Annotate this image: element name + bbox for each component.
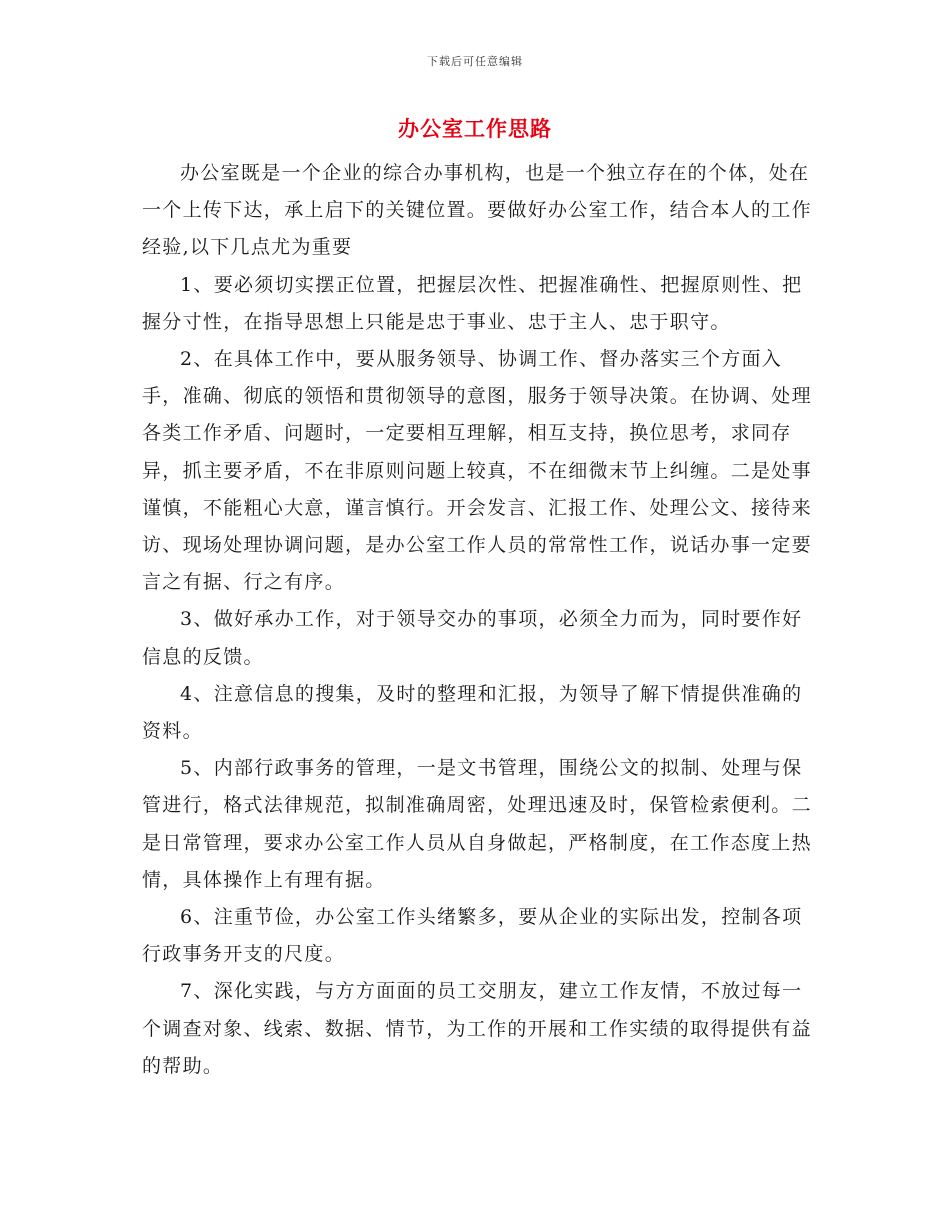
paragraph-item-7: 7、深化实践，与方方面面的员工交朋友，建立工作友情，不放过每一个调查对象、线索、数据、情节，为工作的开展和工作实绩的取得提供有益的帮助。: [142, 980, 812, 1077]
paragraph-item-4: 4、注意信息的搜集，及时的整理和汇报，为领导了解下情提供准确的资料。: [142, 682, 803, 743]
document-title: 办公室工作思路: [398, 116, 552, 141]
paragraph-item-6: 6、注重节俭，办公室工作头绪繁多，要从企业的实际出发，控制各项行政事务开支的尺度。: [142, 906, 803, 966]
header-note: 下载后可任意编辑: [427, 55, 523, 68]
paragraph-item-5: 5、内部行政事务的管理，一是文书管理，围绕公文的拟制、处理与保管进行，格式法律规范，拟制准确周密，处理迅速及时，保管检索便利。二是日常管理，要求办公室工作人员从自身做起，严格制度，在工作态度上热情，具体操作上有理有据。: [142, 757, 812, 891]
paragraph-intro: 办公室既是一个企业的综合办事机构，也是一个独立存在的个体，处在一个上传下达，承上启下的关键位置。要做好办公室工作，结合本人的工作经验,以下几点尤为重要: [142, 162, 812, 259]
paragraph-item-3: 3、做好承办工作，对于领导交办的事项，必须全力而为，同时要作好信息的反馈。: [142, 608, 803, 668]
document-body: [142, 155, 822, 1085]
paragraph-item-2: 2、在具体工作中，要从服务领导、协调工作、督办落实三个方面入手，准确、彻底的领悟和贯彻领导的意图，服务于领导决策。在协调、处理各类工作矛盾、问题时，一定要相互理解，相互支持，换位思考，求同存异，抓主要矛盾，不在非原则问题上较真，不在细微末节上纠缠。二是处事谨慎，不能粗心大意，谨言慎行。开会发言、汇报工作、处理公文、接待来访、现场处理协调问题，是办公室工作人员的常常性工作，说话办事一定要言之有据、行之有序。: [142, 348, 812, 594]
paragraph-item-1: 1、要必须切实摆正位置，把握层次性、把握准确性、把握原则性、把握分寸性，在指导思想上只能是忠于事业、忠于主人、忠于职守。: [142, 273, 803, 333]
